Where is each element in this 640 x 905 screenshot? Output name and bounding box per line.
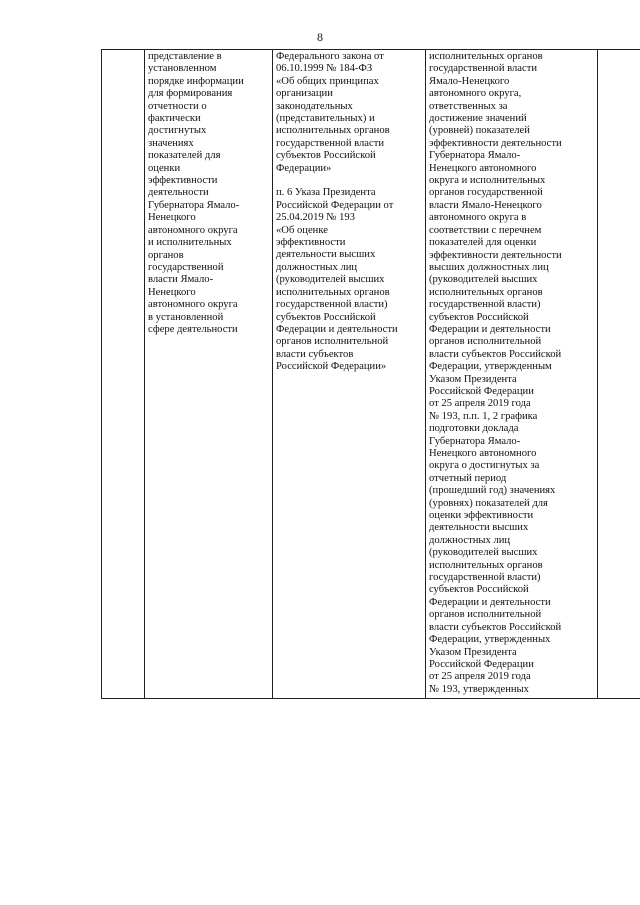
text-line: исполнительных органов [429, 286, 543, 298]
text-line: Губернатора Ямало- [429, 435, 521, 447]
text-line: отчетный период [429, 472, 507, 484]
text-line: 06.10.1999 № 184-ФЗ [276, 63, 373, 75]
text-line: соответствии с перечнем [429, 224, 542, 236]
text-line: в установленной [148, 311, 224, 323]
text-line: «Об оценке [276, 224, 328, 236]
text-line: п. 6 Указа Президента [276, 187, 376, 199]
cell-responsible [426, 50, 598, 699]
text-line: Губернатора Ямало- [429, 150, 521, 162]
text-line: (представительных) и [276, 113, 375, 125]
text-line: исполнительных органов [429, 559, 543, 571]
text-line: Федерации, утвержденным [429, 361, 552, 373]
text-line: Федерации, утвержденных [429, 634, 551, 646]
text-line: Российской Федерации [429, 658, 534, 670]
text-line: автономного округа [148, 299, 238, 311]
text-line: исполнительных органов [276, 286, 390, 298]
text-line: субъектов Российской [276, 311, 376, 323]
text-line [276, 175, 423, 187]
text-line: государственной власти [276, 137, 385, 149]
text-line: власти субъектов [276, 348, 354, 360]
text-line: государственной власти [429, 63, 538, 75]
text-line: Федерации и деятельности [429, 323, 551, 335]
text-line: (руководителей высших [429, 547, 538, 559]
text-line: Федерации и деятельности [276, 323, 398, 335]
cell-term [598, 50, 640, 699]
text-line: сфере деятельности [148, 323, 238, 335]
text-line: оценки эффективности [429, 510, 534, 522]
text-line: Российской Федерации от [276, 199, 394, 211]
text-line: деятельности [148, 187, 209, 199]
text-line: достигнутых [148, 125, 207, 137]
text-line: округа о достигнутых за [429, 460, 540, 472]
text-line: (прошедший год) значениях [429, 485, 556, 497]
text-line: эффективности [148, 175, 218, 187]
text-line: (руководителей высших [276, 274, 385, 286]
text-line: ответственных за [429, 100, 508, 112]
text-line: значениях [148, 137, 194, 149]
text-line: Ненецкого [148, 212, 196, 224]
text-line: Указом Президента [429, 646, 517, 658]
text-line: органов исполнительной [276, 336, 389, 348]
text-line: эффективности [276, 237, 346, 249]
text-line: достижение значений [429, 113, 527, 125]
text-line: органов [148, 249, 184, 261]
text-line: исполнительных органов [276, 125, 390, 137]
text-line: государственной власти) [276, 299, 388, 311]
text-line: установленном [148, 63, 217, 75]
text-line: субъектов Российской [429, 311, 529, 323]
text-line: должностных лиц [276, 261, 358, 273]
text-line: субъектов Российской [429, 584, 529, 596]
text-line: (уровнях) показателей для [429, 497, 548, 509]
text-line: для формирования [148, 88, 233, 100]
cell-description [145, 50, 273, 699]
text-line: оценки [148, 162, 181, 174]
text-line: Указом Президента [429, 373, 517, 385]
text-line: исполнительных органов [429, 51, 543, 62]
text-line: законодательных [276, 100, 353, 112]
text-line: Губернатора Ямало- [148, 199, 240, 211]
text-line: органов исполнительной [429, 336, 542, 348]
text-line: Федерации» [276, 162, 332, 174]
text-line: деятельности высших [429, 522, 529, 534]
content-table [101, 49, 640, 699]
text-line: власти Ямало-Ненецкого [429, 199, 542, 211]
text-line: автономного округа, [429, 88, 522, 100]
text-line: организации [276, 88, 333, 100]
text-line: государственной власти) [429, 299, 541, 311]
text-line: «Об общих принципах [276, 75, 379, 87]
text-line: высших должностных лиц [429, 261, 549, 273]
text-line: власти субъектов Российской [429, 348, 562, 360]
text-line: органов исполнительной [429, 609, 542, 621]
text-line: Ямало-Ненецкого [429, 75, 510, 87]
text-line: показателей для оценки [429, 237, 537, 249]
text-line: представление в [148, 51, 222, 62]
text-line: порядке информации [148, 75, 244, 87]
text-line: автономного округа [148, 224, 238, 236]
text-line: от 25 апреля 2019 года [429, 671, 531, 683]
text-line: подготовки доклада [429, 423, 519, 435]
text-line: фактически [148, 113, 201, 125]
text-line: государственной [148, 261, 224, 273]
text-line: органов государственной [429, 187, 543, 199]
cell-legal-basis [273, 50, 426, 699]
text-line: Федерального закона от [276, 51, 384, 62]
text-line: должностных лиц [429, 534, 511, 546]
text-line: государственной власти) [429, 572, 541, 584]
text-line: отчетности о [148, 100, 207, 112]
table-row [102, 50, 640, 699]
text-line: Российской Федерации» [276, 361, 387, 373]
text-line: округа и исполнительных [429, 175, 546, 187]
text-line: Федерации и деятельности [429, 596, 551, 608]
page-number: 8 [317, 30, 323, 44]
text-line: № 193, утвержденных [429, 683, 529, 695]
text-line: и исполнительных [148, 237, 232, 249]
text-line: Ненецкого автономного [429, 448, 537, 459]
text-line: (руководителей высших [429, 274, 538, 286]
text-line: власти Ямало- [148, 274, 214, 286]
text-line: эффективности деятельности [429, 249, 562, 261]
text-line: субъектов Российской [276, 150, 376, 162]
text-line: от 25 апреля 2019 года [429, 398, 531, 410]
text-line: деятельности высших [276, 249, 376, 261]
text-line: власти субъектов Российской [429, 621, 562, 633]
text-line: № 193, п.п. 1, 2 графика [429, 410, 538, 422]
cell-number [102, 50, 145, 699]
text-line: автономного округа в [429, 212, 527, 224]
text-line: Ненецкого [148, 286, 196, 298]
text-line: (уровней) показателей [429, 125, 530, 137]
text-line: эффективности деятельности [429, 137, 562, 149]
text-line: показателей для [148, 150, 221, 162]
text-line: Ненецкого автономного [429, 162, 537, 174]
text-line: Российской Федерации [429, 385, 534, 397]
text-line: 25.04.2019 № 193 [276, 212, 355, 224]
